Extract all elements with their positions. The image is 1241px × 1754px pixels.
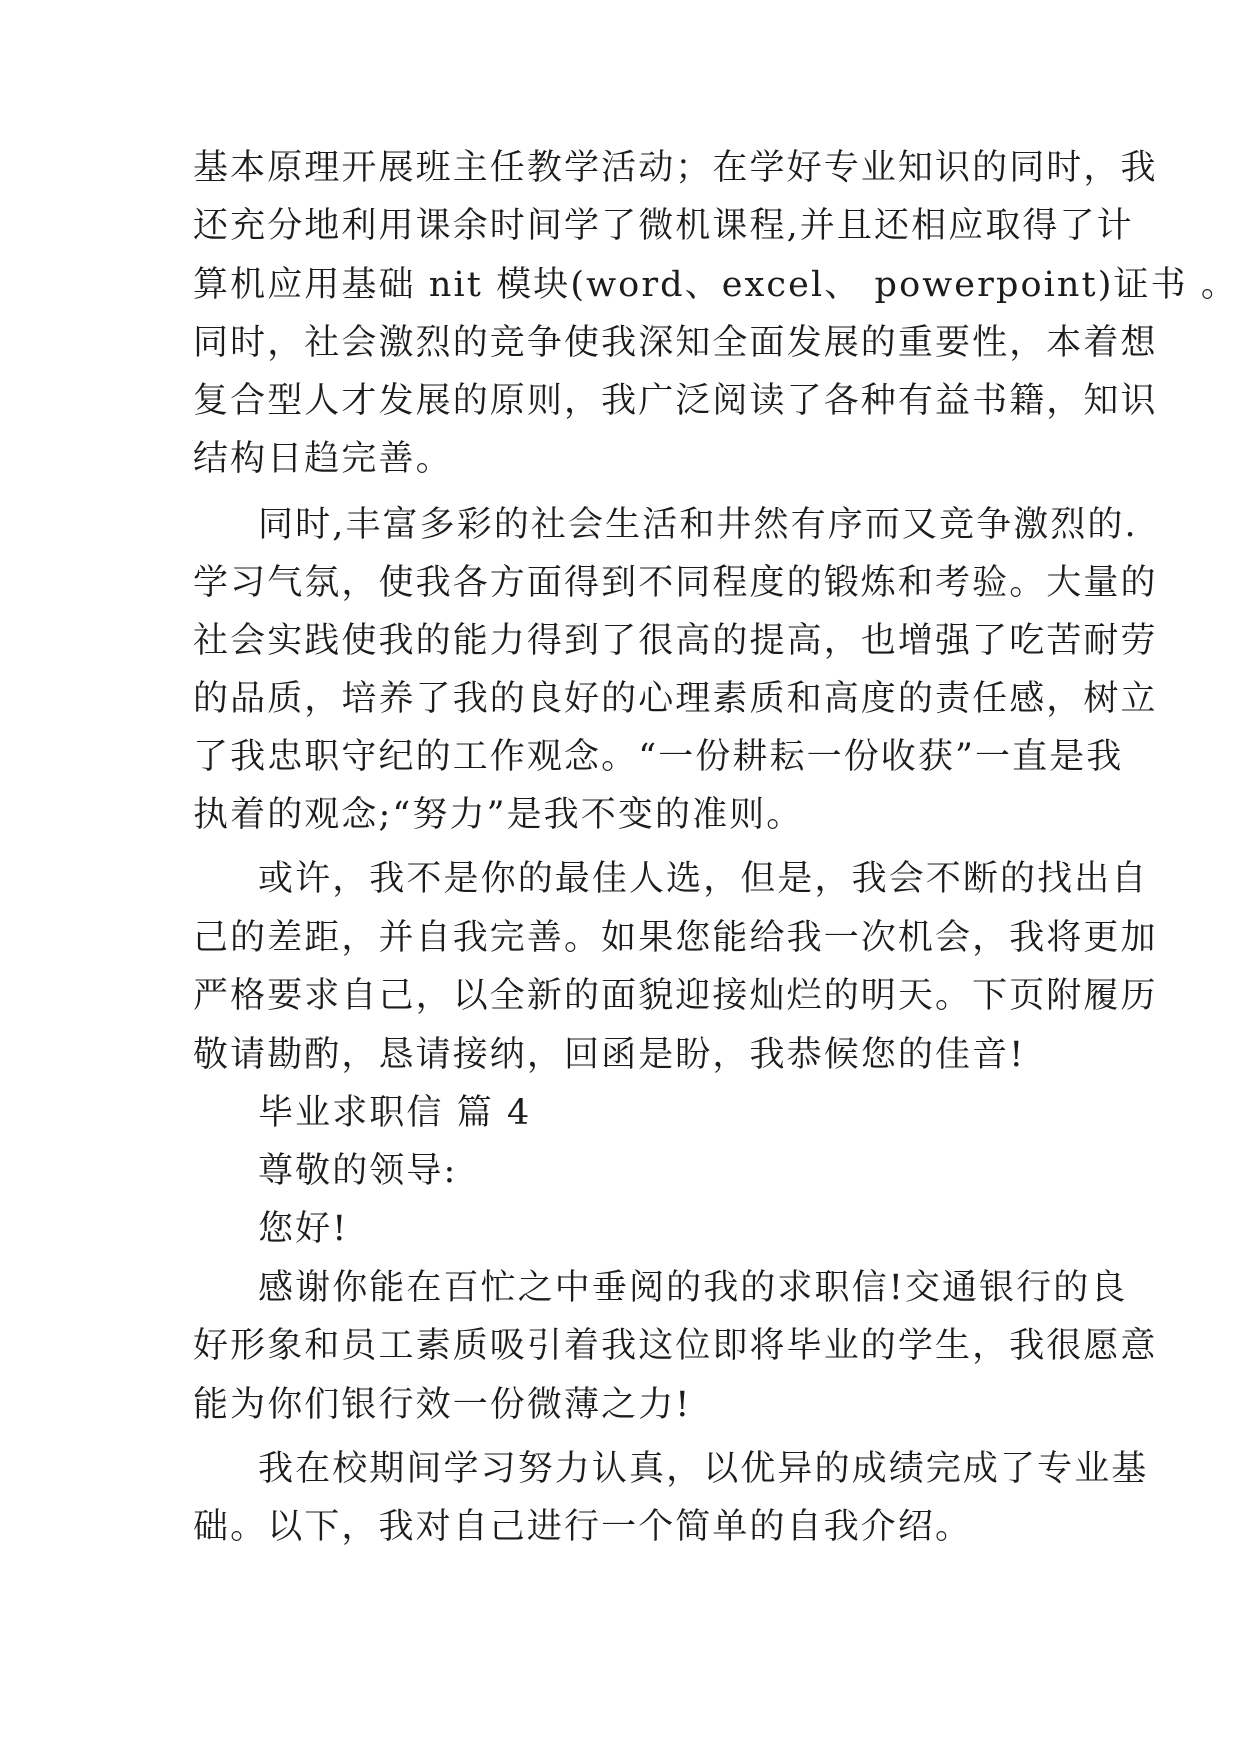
text-line: 己的差距，并自我完善。如果您能给我一次机会，我将更加 <box>193 918 1158 958</box>
text-line: 社会实践使我的能力得到了很高的提高，也增强了吃苦耐劳 <box>193 621 1158 661</box>
text-line: 我在校期间学习努力认真，以优异的成绩完成了专业基 <box>258 1449 1149 1489</box>
text-line: 了我忠职守纪的工作观念。“一份耕耘一份收获”一直是我 <box>193 737 1124 777</box>
greeting: 您好! <box>258 1209 349 1249</box>
text-line: 好形象和员工素质吸引着我这位即将毕业的学生，我很愿意 <box>193 1326 1158 1366</box>
text-line: 能为你们银行效一份微薄之力! <box>193 1385 692 1425</box>
text-line: 算机应用基础 nit 模块(word、excel、 powerpoint)证书 。 <box>193 265 1238 305</box>
text-line: 敬请勘酌，恳请接纳，回函是盼，我恭候您的佳音! <box>193 1035 1026 1075</box>
text-line: 础。以下，我对自己进行一个简单的自我介绍。 <box>193 1507 973 1547</box>
text-line: 复合型人才发展的原则，我广泛阅读了各种有益书籍，知识 <box>193 381 1158 421</box>
text-line: 感谢你能在百忙之中垂阅的我的求职信!交通银行的良 <box>258 1268 1128 1308</box>
text-line: 执着的观念;“努力”是我不变的准则。 <box>193 795 804 835</box>
text-line: 基本原理开展班主任教学活动；在学好专业知识的同时，我 <box>193 148 1158 188</box>
section-heading: 毕业求职信 篇 4 <box>258 1093 532 1133</box>
text-line: 严格要求自己，以全新的面貌迎接灿烂的明天。下页附履历 <box>193 976 1158 1016</box>
text-line: 或许，我不是你的最佳人选，但是，我会不断的找出自 <box>258 859 1149 899</box>
salutation: 尊敬的领导: <box>258 1151 458 1191</box>
text-line: 结构日趋完善。 <box>193 439 453 479</box>
text-line: 同时，社会激烈的竞争使我深知全面发展的重要性，本着想 <box>193 323 1158 363</box>
text-line: 还充分地利用课余时间学了微机课程,并且还相应取得了计 <box>193 206 1134 246</box>
text-line: 同时,丰富多彩的社会生活和井然有序而又竞争激烈的. <box>258 505 1138 545</box>
text-line: 学习气氛，使我各方面得到不同程度的锻炼和考验。大量的 <box>193 563 1158 603</box>
text-line: 的品质，培养了我的良好的心理素质和高度的责任感，树立 <box>193 679 1158 719</box>
